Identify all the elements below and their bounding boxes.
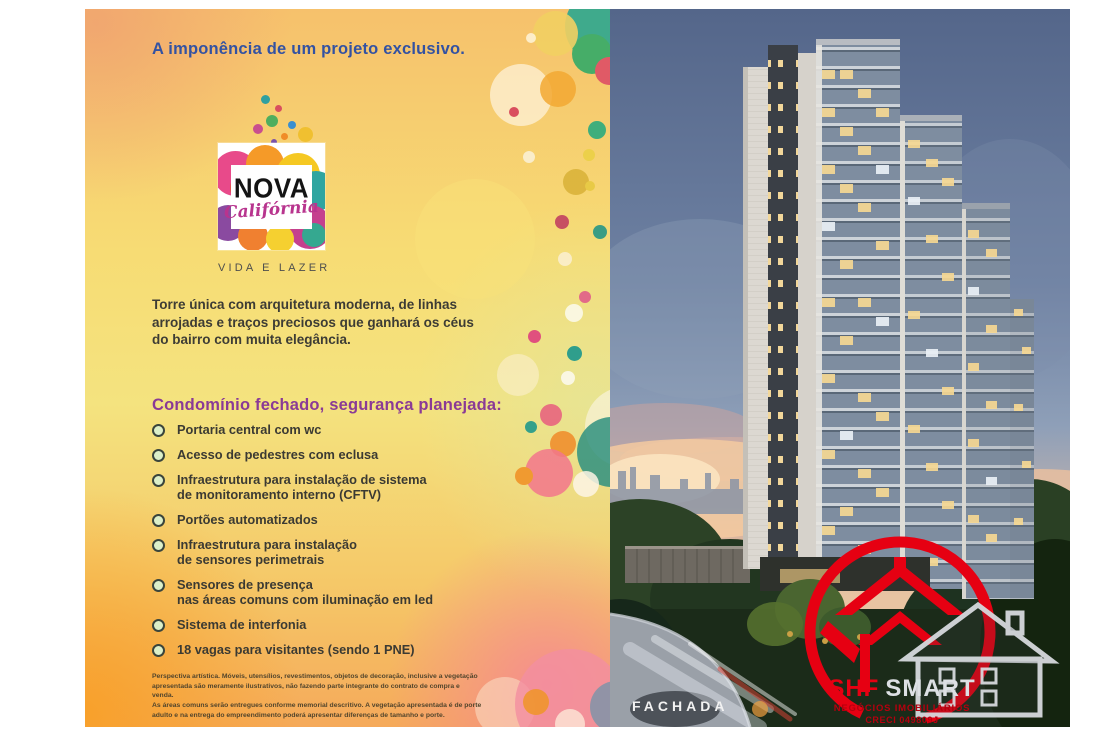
list-item: Infraestrutura para instalação de sistema de monitoramento interno (CFTV) — [152, 472, 433, 502]
list-item: Acesso de pedestres com eclusa — [152, 447, 433, 462]
ring-bullet-icon — [152, 539, 165, 552]
list-item: Sistema de interfonia — [152, 617, 433, 632]
list-item: 18 vagas para visitantes (sendo 1 PNE) — [152, 642, 433, 657]
list-item: Portões automatizados — [152, 512, 433, 527]
legal-disclaimer: Perspectiva artística. Móveis, utensílios, revestimentos, objetos de decoração, inclusive a vegetação apresentada são meramente ilustrativos, não fazendo parte integrante do contrato de compra e venda. As áreas comuns serão entregues conforme memorial descritivo. A vegetação apresentada é de porte adulto e na entrega do empreendimento poderá apresentar diferenças de tamanho e porte. — [152, 673, 482, 719]
ring-bullet-icon — [152, 579, 165, 592]
building-render — [610, 9, 1070, 727]
ring-bullet-icon — [152, 514, 165, 527]
list-item: Portaria central com wc — [152, 422, 433, 437]
watermark-creci: CRECI 049809J — [865, 715, 939, 725]
logo-bubble-square — [218, 143, 325, 250]
page-title: A imponência de um projeto exclusivo. — [152, 40, 466, 58]
photo-caption: FACHADA — [632, 698, 729, 714]
logo-card — [223, 165, 320, 229]
brand-smart: SMART — [885, 675, 976, 702]
section-title: Condomínio fechado, segurança planejada: — [152, 396, 502, 414]
logo-word-nova: NOVA — [233, 171, 310, 204]
nova-california-logo — [218, 143, 325, 250]
watermark-subtitle: NEGÓCIOS IMOBILIÁRIOS — [833, 703, 971, 714]
list-item: Infraestrutura para instalação de sensores perimetrais — [152, 537, 433, 567]
feature-list — [152, 422, 433, 667]
logo-word-california: Califórnia — [223, 196, 320, 223]
ring-bullet-icon — [152, 424, 165, 437]
ring-bullet-icon — [152, 644, 165, 657]
building-photo — [610, 9, 1070, 727]
ring-bullet-icon — [152, 449, 165, 462]
logo-tagline: VIDA E LAZER — [218, 262, 331, 274]
intro-text: Torre única com arquitetura moderna, de linhas arrojadas e traços preciosos que ganhará os céus do bairro com muita elegância. — [152, 297, 474, 348]
ring-bullet-icon — [152, 619, 165, 632]
brand-shf: SHF — [828, 675, 880, 702]
left-gradient-panel — [85, 9, 610, 727]
list-item: Sensores de presença nas áreas comuns com iluminação em led — [152, 577, 433, 607]
watermark-brand — [702, 675, 1070, 703]
perimeter-wall — [625, 546, 750, 583]
ring-bullet-icon — [152, 474, 165, 487]
